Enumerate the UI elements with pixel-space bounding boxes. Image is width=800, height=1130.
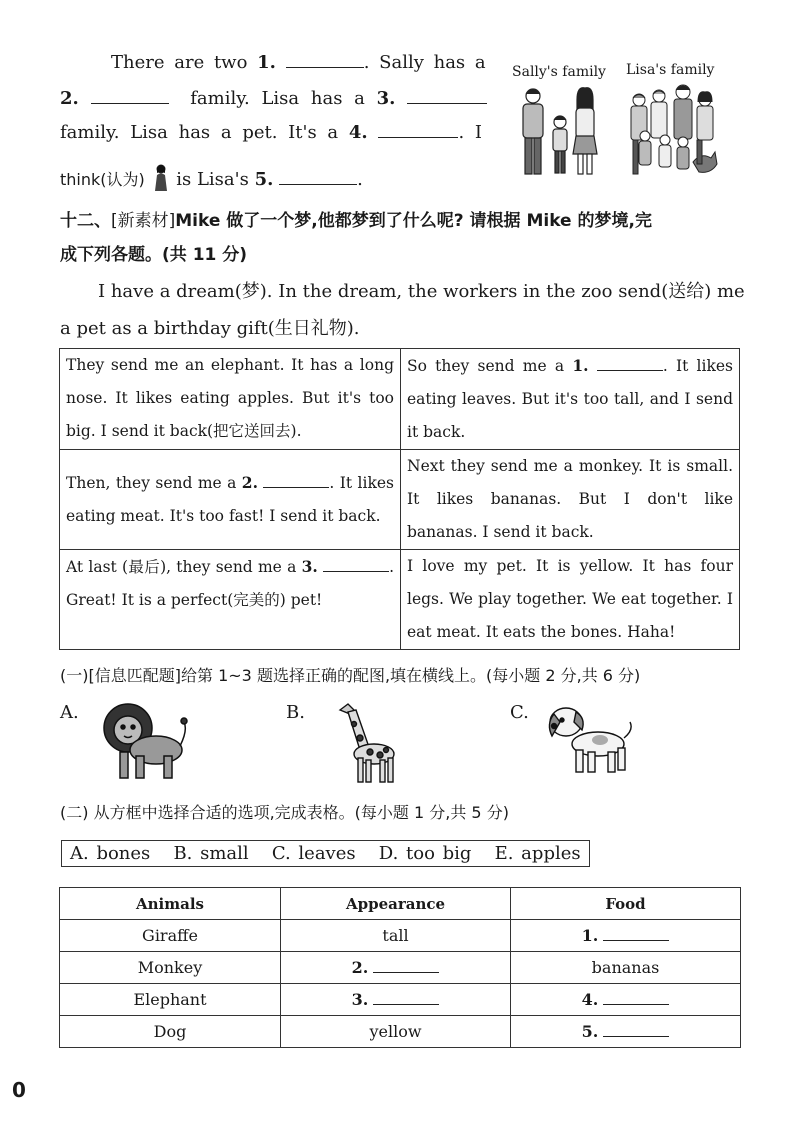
header-food: Food — [511, 888, 741, 920]
pic-label-c: C. — [510, 702, 529, 723]
blank-2[interactable] — [91, 102, 169, 104]
table-blank-3[interactable] — [373, 1003, 439, 1005]
lisa-family-caption: Lisa's family — [626, 62, 715, 78]
section-12-heading: 十二、[新素材]Mike 做了一个梦,他都梦到了什么呢? 请根据 Mike 的梦境,完 — [60, 211, 652, 231]
story-blank-3[interactable] — [323, 570, 389, 572]
part-1-instruction: (一)[信息匹配题]给第 1~3 题选择正确的配图,填在横线上。(每小题 2 分,共 6 分) — [60, 666, 641, 685]
dog-icon — [542, 700, 634, 776]
passage-line-4: think(认为) is Lisa's 5. . — [60, 163, 363, 193]
table-header-row — [60, 888, 741, 920]
table-blank-4[interactable] — [603, 1003, 669, 1005]
lion-icon — [100, 700, 188, 782]
table-blank-2[interactable] — [373, 971, 439, 973]
story-cell-elephant: They send me an elephant. It has a long nose. It likes eating apples. But it's too big. I send it back(把它送回去). — [60, 349, 401, 450]
story-table — [59, 348, 740, 650]
story-cell-monkey: Next they send me a monkey. It is small. It likes bananas. But I don't like bananas. I send it back. — [401, 450, 740, 550]
part-2-instruction: (二) 从方框中选择合适的选项,完成表格。(每小题 1 分,共 5 分) — [60, 803, 509, 822]
story-blank-1[interactable] — [597, 369, 663, 371]
table-row: Monkey 2. bananas — [60, 952, 741, 984]
page-number: 0 — [12, 1078, 26, 1102]
passage-line-3: family. Lisa has a pet. It's a 4. . I — [60, 122, 482, 143]
intro-line-2: a pet as a birthday gift(生日礼物). — [60, 318, 360, 339]
story-cell-1: So they send me a 1. . It likes eating leaves. But it's too tall, and I send it back. — [401, 349, 740, 450]
story-cell-dog: I love my pet. It is yellow. It has four legs. We play together. We eat together. I eat meat. It eats the bones. Haha! — [401, 550, 740, 650]
story-cell-3: At last (最后), they send me a 3. . Great! It is a perfect(完美的) pet! — [60, 550, 401, 650]
sally-family-illustration — [515, 84, 605, 180]
blank-3[interactable] — [407, 102, 487, 104]
passage-line-1: There are two 1. . Sally has a — [111, 52, 486, 73]
blank-1[interactable] — [286, 66, 364, 68]
sally-family-caption: Sally's family — [512, 64, 606, 80]
pic-label-b: B. — [286, 702, 305, 723]
pic-label-a: A. — [60, 702, 79, 723]
table-blank-5[interactable] — [603, 1035, 669, 1037]
giraffe-icon — [330, 700, 400, 784]
header-appearance: Appearance — [281, 888, 511, 920]
section-12-heading-cont: 成下列各题。(共 11 分) — [60, 245, 248, 265]
animal-table — [59, 887, 741, 1048]
table-row: Dog yellow 5. — [60, 1016, 741, 1048]
blank-5[interactable] — [279, 183, 357, 185]
passage-line-2: 2. family. Lisa has a 3. — [60, 88, 487, 109]
story-blank-2[interactable] — [263, 486, 329, 488]
header-animals: Animals — [60, 888, 281, 920]
blank-4[interactable] — [378, 136, 458, 138]
intro-line-1: I have a dream(梦). In the dream, the workers in the zoo send(送给) me — [98, 281, 745, 302]
story-cell-2: Then, they send me a 2. . It likes eating meat. It's too fast! I send it back. — [60, 450, 401, 550]
table-row: Elephant 3. 4. — [60, 984, 741, 1016]
woman-figure-icon — [151, 163, 171, 193]
options-box: A. bones B. small C. leaves D. too big E. apples — [61, 840, 590, 867]
table-blank-1[interactable] — [603, 939, 669, 941]
table-row: Giraffe tall 1. — [60, 920, 741, 952]
lisa-family-illustration — [625, 82, 725, 182]
